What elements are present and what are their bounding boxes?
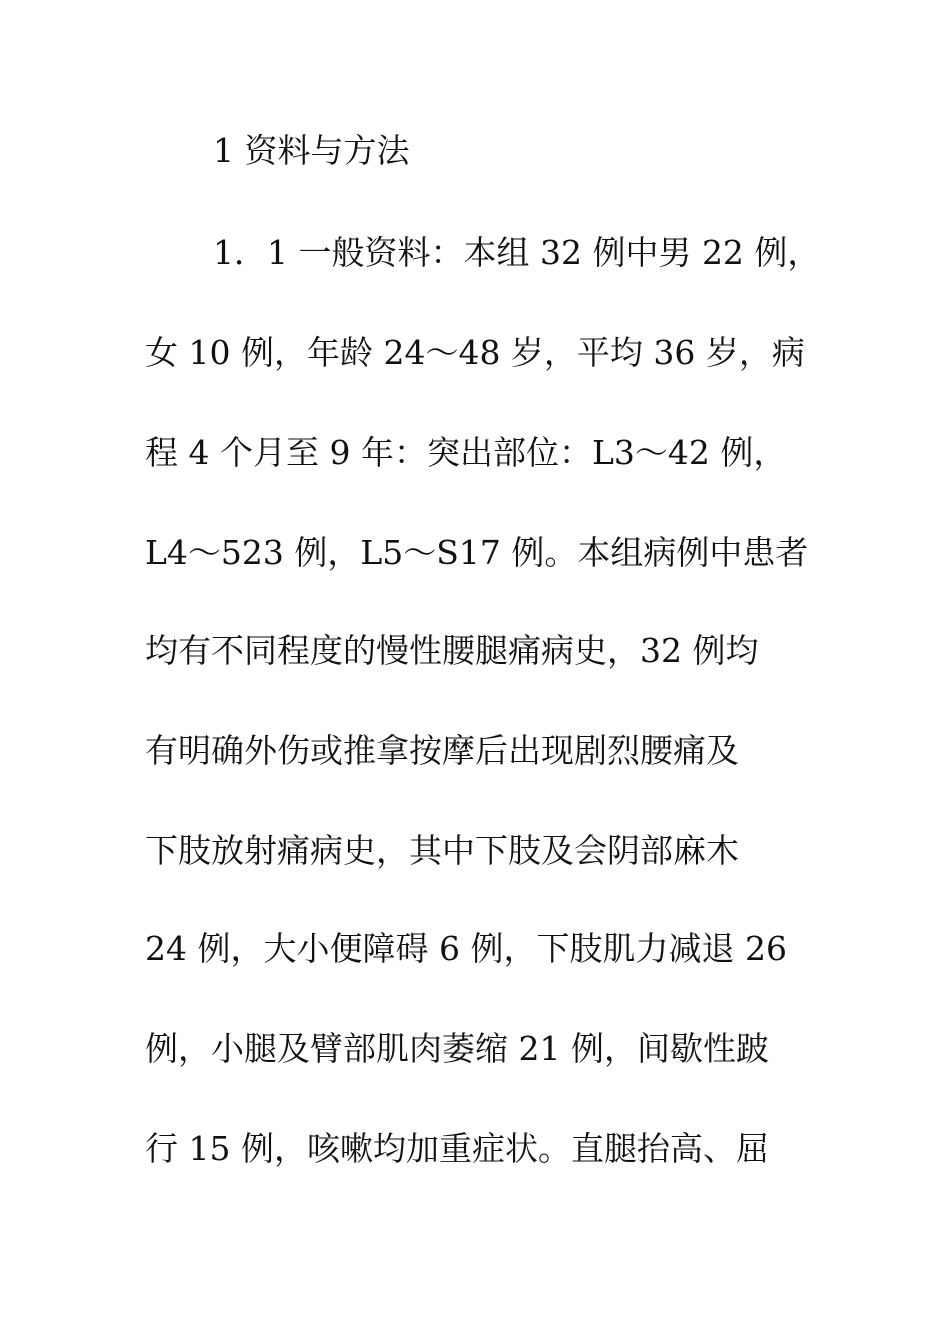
paragraph-line: 1．1 一般资料：本组 32 例中男 22 例，: [213, 233, 821, 272]
paragraph-line: 行 15 例，咳嗽均加重症状。直腿抬高、屈: [145, 1129, 769, 1168]
paragraph-line: 均有不同程度的慢性腰腿痛病史，32 例均: [145, 631, 759, 670]
paragraph-line: 24 例，大小便障碍 6 例，下肢肌力减退 26: [145, 929, 787, 968]
paragraph-line: 例，小腿及臂部肌肉萎缩 21 例，间歇性跛: [145, 1029, 769, 1068]
paragraph-line: 下肢放射痛病史，其中下肢及会阴部麻木: [145, 831, 739, 870]
paragraph-line: 有明确外伤或推拿按摩后出现剧烈腰痛及: [145, 731, 739, 770]
paragraph-line: L4～523 例，L5～S17 例。本组病例中患者: [145, 533, 809, 572]
section-heading: 1 资料与方法: [213, 131, 410, 170]
paragraph-line: 程 4 个月至 9 年：突出部位：L3～42 例，: [145, 433, 787, 472]
paragraph-line: 女 10 例，年龄 24～48 岁，平均 36 岁，病: [145, 333, 805, 372]
